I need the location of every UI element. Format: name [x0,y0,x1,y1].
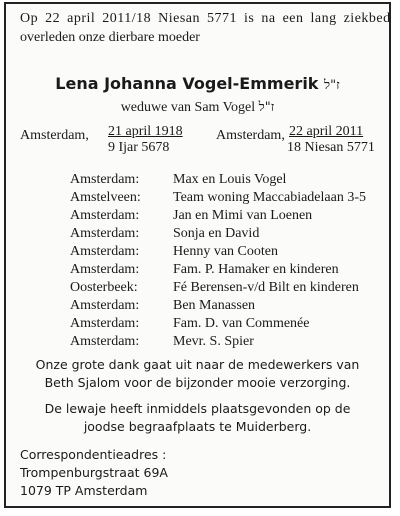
relative-name: Jan en Mimi van Loenen [173,208,313,223]
death-place: Amsterdam, [216,128,285,143]
relative-city: Amsterdam: [70,172,140,187]
correspondence-address [20,446,168,500]
thanks-line-1: Onze grote dank gaat uit naar de medewerkers van [35,357,360,372]
funeral-paragraph [6,400,389,436]
relative-name: Ben Manassen [173,298,256,313]
death-hebrew-date: 18 Niesan 5771 [287,140,375,155]
birth-place: Amsterdam, [20,128,89,143]
widow-text: weduwe van Sam Vogel [120,100,256,115]
relative-city: Amsterdam: [70,244,140,259]
relative-city: Amsterdam: [70,208,140,223]
relative-name: Sonja en David [173,226,260,241]
deceased-name: Lena Johanna Vogel-Emmerik [55,74,319,93]
birth-date: 21 april 1918 [108,124,183,139]
relative-city: Amsterdam: [70,334,140,349]
thanks-paragraph [6,356,389,392]
relative-name: Mevr. S. Spier [173,334,254,349]
intro-line-1: Op 22 april 2011/18 Niesan 5771 is na een lang ziekbed [20,11,391,26]
relative-city: Amsterdam: [70,226,140,241]
relative-name: Team woning Maccabiadelaan 3-5 [173,190,366,205]
funeral-line-2: joodse begraafplaats te Muiderberg. [83,419,312,434]
thanks-line-2: Beth Sjalom voor de bijzonder mooie verzorging. [44,375,351,390]
correspondence-label: Correspondentieadres : [20,447,167,462]
death-date: 22 april 2011 [289,124,364,139]
correspondence-city: 1079 TP Amsterdam [20,483,148,498]
correspondence-street: Trompenburgstraat 69A [20,465,168,480]
relative-city: Amstelveen: [70,190,141,205]
deceased-honorific: ז"ל [324,78,340,93]
relative-name: Fé Berensen-v/d Bilt en kinderen [173,280,359,295]
relative-city: Amsterdam: [70,298,140,313]
birth-hebrew-date: 9 Ijar 5678 [108,140,170,155]
relative-name: Fam. P. Hamaker en kinderen [173,262,339,277]
intro-line-2: overleden onze dierbare moeder [20,30,200,45]
funeral-line-1: De lewaje heeft inmiddels plaatsgevonden op de [44,401,351,416]
relative-name: Henny van Cooten [173,244,278,259]
widow-line [6,99,389,116]
death-notice [4,2,391,508]
intro-text [20,9,391,47]
widow-honorific: ז"ל [258,100,275,115]
relative-city: Amsterdam: [70,316,140,331]
relative-name: Max en Louis Vogel [173,172,287,187]
relative-city: Oosterbeek: [70,280,138,295]
deceased-name-line [6,74,389,93]
relative-city: Amsterdam: [70,262,140,277]
relative-name: Fam. D. van Commenée [173,316,310,331]
